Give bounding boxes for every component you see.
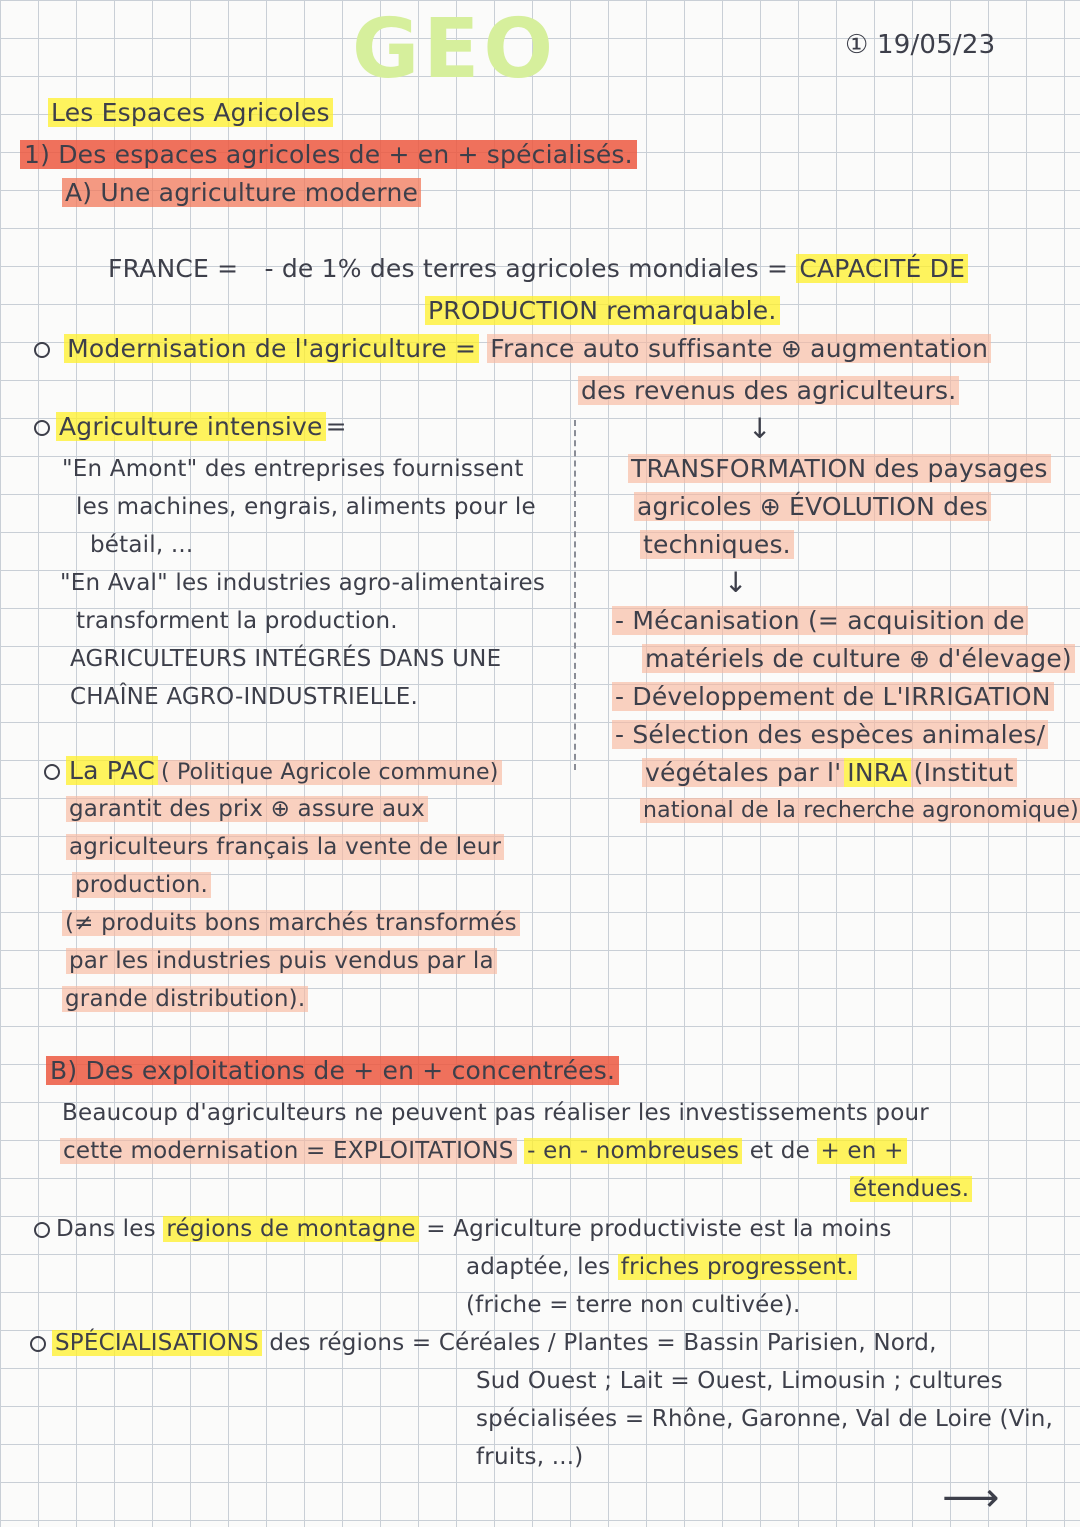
part1a-title-text: A) Une agriculture moderne: [62, 178, 421, 207]
part1b-hl-3: étendues.: [850, 1176, 972, 1202]
france-line-2: [425, 294, 780, 328]
part1b-line-1: Beaucoup d'agriculteurs ne peuvent pas réaliser les investissements pour: [62, 1100, 929, 1126]
intensive-line-6: AGRICULTEURS INTÉGRÉS DANS UNE: [70, 646, 502, 672]
right-item-3c-text: (Institut: [911, 758, 1017, 787]
specialisations-line-4: fruits, ...): [476, 1444, 584, 1470]
pac-line-3-text: production.: [72, 872, 211, 898]
specialisations-hl: SPÉCIALISATIONS: [52, 1330, 262, 1356]
down-arrow-icon: ↓: [748, 412, 772, 445]
bullet-icon: [30, 1336, 46, 1352]
down-arrow-icon: ↓: [724, 566, 748, 599]
section-title-text: Les Espaces Agricoles: [48, 98, 333, 127]
modernisation-line: [34, 332, 991, 366]
france-highlight-2: PRODUCTION remarquable.: [425, 296, 780, 325]
pac-label: La PAC: [66, 756, 158, 785]
right-item-1: [612, 604, 1028, 638]
part1a-title: [62, 176, 421, 210]
pac-line-1: [66, 792, 428, 826]
montagne-text: = Agriculture productiviste est la moins: [426, 1216, 892, 1242]
part1-title: [20, 138, 637, 172]
montagne-lead: Dans les: [56, 1216, 156, 1242]
right-line-1: [628, 452, 1051, 486]
right-item-3b: [642, 756, 1017, 790]
specialisations-text: des régions = Céréales / Plantes = Bassin Parisien, Nord,: [269, 1330, 937, 1356]
pac-line-3: [72, 868, 211, 902]
intensive-line-1: "En Amont" des entreprises fournissent: [62, 456, 524, 482]
right-item-1b: [642, 642, 1075, 676]
right-item-3b-text: végétales par l': [642, 758, 844, 787]
right-item-1b-text: matériels de culture ⊕ d'élevage): [642, 644, 1075, 673]
pac-text: ( Politique Agricole commune): [158, 760, 502, 785]
specialisations-line-3: spécialisées = Rhône, Garonne, Val de Loire (Vin,: [476, 1406, 1054, 1432]
france-lead: FRANCE =: [108, 254, 239, 283]
right-item-3: [612, 718, 1048, 752]
modernisation-text: France auto suffisante ⊕ augmentation: [487, 334, 991, 363]
right-line-3: [640, 528, 794, 562]
montagne-line-1: [34, 1212, 892, 1246]
pac-heading: [44, 754, 502, 790]
pac-line-5-text: par les industries puis vendus par la: [66, 948, 497, 974]
bullet-icon: [34, 342, 50, 358]
montagne-line-3: (friche = terre non cultivée).: [466, 1292, 801, 1318]
right-line-2: [634, 490, 991, 524]
right-item-3d-text: national de la recherche agronomique): [640, 798, 1080, 823]
right-item-2-text: - Développement de L'IRRIGATION: [612, 682, 1054, 711]
intensive-label: Agriculture intensive: [56, 412, 326, 441]
right-line-3-text: techniques.: [640, 530, 794, 559]
france-highlight-1: CAPACITÉ DE: [796, 254, 968, 283]
part1b-line-2: [60, 1134, 907, 1168]
right-line-1-text: TRANSFORMATION des paysages: [628, 454, 1051, 483]
intensive-heading: [34, 410, 347, 444]
intensive-eq: =: [325, 412, 347, 441]
right-item-1-text: - Mécanisation (= acquisition de: [612, 606, 1028, 635]
part1b-mid: et de: [749, 1138, 810, 1164]
part1b-title-text: B) Des exploitations de + en + concentrées.: [46, 1056, 619, 1085]
part1-title-text: 1) Des espaces agricoles de + en + spécialisés.: [20, 140, 637, 169]
right-item-2: [612, 680, 1054, 714]
modernisation-line-2: [578, 374, 959, 408]
intensive-line-3: bétail, ...: [90, 532, 194, 558]
bullet-icon: [44, 764, 60, 780]
modernisation-text-2: des revenus des agriculteurs.: [578, 376, 959, 405]
part1b-line-3: [850, 1172, 972, 1206]
pac-line-5: [66, 944, 497, 978]
montagne-line-2-hl: friches progressent.: [618, 1254, 857, 1280]
montagne-line-2: [466, 1250, 857, 1284]
intensive-line-4: "En Aval" les industries agro-alimentaires: [60, 570, 546, 596]
modernisation-label: Modernisation de l'agriculture =: [64, 334, 479, 363]
section-title: [48, 96, 333, 130]
part1b-line-2-text: cette modernisation = EXPLOITATIONS: [60, 1138, 517, 1164]
bullet-icon: [34, 420, 50, 436]
inra-label: INRA: [844, 758, 910, 787]
part1b-hl-1: - en - nombreuses: [524, 1138, 742, 1164]
pac-line-4: [62, 906, 520, 940]
montagne-line-2a: adaptée, les: [466, 1254, 611, 1280]
pac-line-1-text: garantit des prix ⊕ assure aux: [66, 796, 428, 822]
intensive-line-5: transforment la production.: [76, 608, 398, 634]
specialisations-line-2: Sud Ouest ; Lait = Ouest, Limousin ; cultures: [476, 1368, 1003, 1394]
right-item-3-text: - Sélection des espèces animales/: [612, 720, 1048, 749]
next-page-arrow-icon: ⟶: [942, 1475, 1000, 1521]
pac-line-4-text: (≠ produits bons marchés transformés: [62, 910, 520, 936]
page-title: GEO: [352, 2, 558, 97]
right-item-3d: [640, 794, 1080, 828]
date-label: ① 19/05/23: [845, 30, 996, 60]
column-divider: [574, 420, 576, 770]
pac-line-2-text: agriculteurs français la vente de leur: [66, 834, 504, 860]
specialisations-line-1: [30, 1326, 937, 1360]
france-line: [108, 252, 968, 286]
pac-line-6: [62, 982, 308, 1016]
france-text: - de 1% des terres agricoles mondiales =: [264, 254, 789, 283]
pac-line-2: [66, 830, 504, 864]
bullet-icon: [34, 1222, 50, 1238]
pac-line-6-text: grande distribution).: [62, 986, 308, 1012]
intensive-line-7: CHAÎNE AGRO-INDUSTRIELLE.: [70, 684, 419, 710]
montagne-hl: régions de montagne: [163, 1216, 418, 1242]
part1b-title: [46, 1054, 619, 1088]
right-line-2-text: agricoles ⊕ ÉVOLUTION des: [634, 492, 991, 521]
intensive-line-2: les machines, engrais, aliments pour le: [76, 494, 536, 520]
part1b-hl-2: + en +: [817, 1138, 906, 1164]
